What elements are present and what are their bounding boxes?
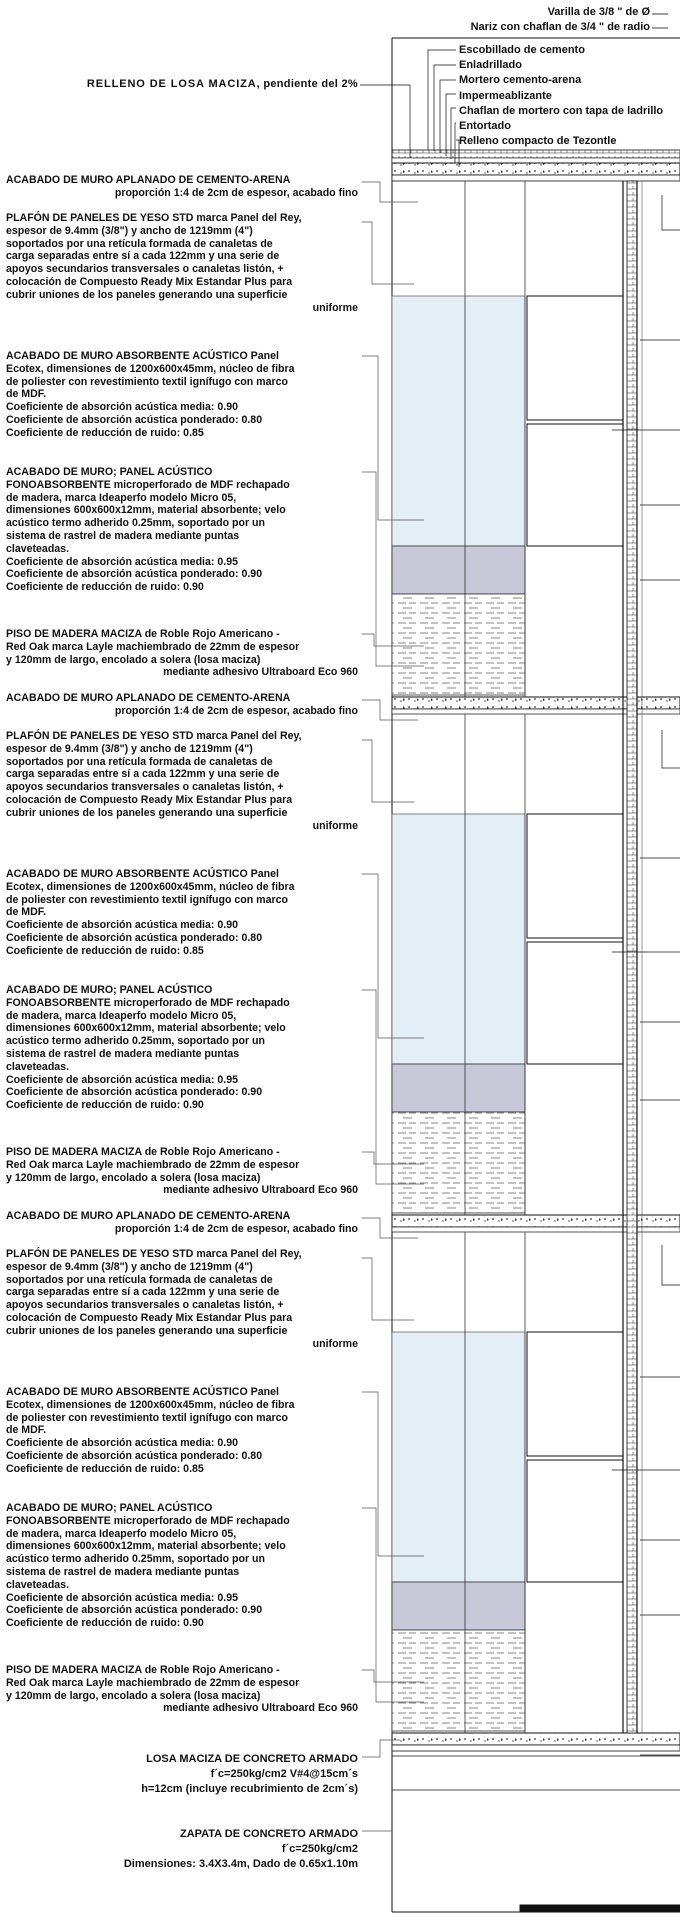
piso-last: mediante adhesivo Ultraboard Eco 960 [163,1702,358,1715]
panel-line: ACABADO DE MURO; PANEL ACÚSTICO [6,466,213,478]
panel-line: FONOABSORBENTE microperforado de MDF rechapado [6,1514,290,1527]
losa-block [60,1752,358,1797]
roof-layer-list [459,43,663,149]
panel-line: de madera, marca Ideaperfo modelo Micro 05, [6,1009,237,1022]
note-piso [6,628,358,679]
note-panel-acustico [6,1502,358,1630]
plafon-line: soportados por una retícula formada de canaletas de [6,237,273,250]
absorbente-line: Coeficiente de absorción acústica media: 0.90 [6,401,238,414]
note-plafon [6,1248,358,1350]
plafon-line: PLAFÓN DE PANELES DE YESO STD marca Panel del Rey, [6,212,302,224]
note-piso [6,1146,358,1197]
absorbente-line: Ecotex, dimensiones de 1200x600x45mm, núcleo de fibra [6,362,295,375]
foundation [392,1756,680,1912]
plafon-line: apoyos secundarios transversales o canaletas listón, + [6,781,284,794]
absorbente-line: de MDF. [6,906,47,919]
panel-line: claveteadas. [6,1578,70,1591]
panel-line: Coeficiente de absorción acústica ponderado: 0.90 [6,568,263,581]
panel-line: sistema de rastrel de madera mediante puntas [6,529,240,542]
plafon-line: cubrir uniones de los paneles generando una superficie [6,288,288,301]
absorbente-line: Coeficiente de absorción acústica media: 0.90 [6,1437,238,1450]
panel-line: de madera, marca Ideaperfo modelo Micro 05, [6,1527,237,1540]
absorbente-line: Coeficiente de absorción acústica ponderado: 0.80 [6,931,263,944]
panel-line: Coeficiente de absorción acústica ponderado: 0.90 [6,1604,263,1617]
absorbente-line: Coeficiente de reducción de ruido: 0.85 [6,1462,204,1475]
absorbente-line: de poliester con revestimiento textil ignífugo con marco [6,375,288,388]
plafon-line: soportados por una retícula formada de canaletas de [6,1273,273,1286]
piso-line: Red Oak marca Layle machiembrado de 22mm de espesor [6,1158,300,1171]
panel-line: FONOABSORBENTE microperforado de MDF rechapado [6,996,290,1009]
exterior-wall [623,181,642,1733]
absorbente-line: Coeficiente de reducción de ruido: 0.85 [6,426,204,439]
absorbente-line: Coeficiente de absorción acústica media: 0.90 [6,919,238,932]
plafon-line: carga separadas entre sí a cada 122mm y una serie de [6,1286,280,1299]
storey-1 [392,181,623,697]
panel-line: Coeficiente de absorción acústica media: 0.95 [6,1073,238,1086]
losa-line3: h=12cm (incluye recubrimiento de 2cm´s) [141,1783,358,1795]
piso-line: Red Oak marca Layle machiembrado de 22mm de espesor [6,640,300,653]
piso-line: PISO DE MADERA MACIZA de Roble Rojo Americano - [6,628,280,640]
absorbente-line: ACABADO DE MURO ABSORBENTE ACÚSTICO Panel [6,868,279,880]
panel-line: claveteadas. [6,542,70,555]
note-plafon [6,730,358,832]
roof-layer-label: Entortado [459,120,511,133]
plafon-line: colocación de Compuesto Ready Mix Estandar Plus para [6,275,293,288]
zapata-line3: Dimensiones: 3.4X3.4m, Dado de 0.65x1.10m [123,1858,358,1870]
panel-line: Coeficiente de absorción acústica media: 0.95 [6,555,238,568]
absorbente-line: ACABADO DE MURO ABSORBENTE ACÚSTICO Panel [6,350,279,362]
plafon-line: colocación de Compuesto Ready Mix Estandar Plus para [6,793,293,806]
label-nariz: Nariz con chaflan de 3/4 " de radio [470,21,650,33]
piso-line: y 120mm de largo, encolado a solera (losa maciza) [6,1689,261,1702]
note-absorbente [6,868,358,958]
panel-line: Coeficiente de absorción acústica media: 0.95 [6,1591,238,1604]
note-plafon [6,212,358,314]
piso-line: y 120mm de largo, encolado a solera (losa maciza) [6,653,261,666]
leader-line [362,222,414,284]
plafon-line: PLAFÓN DE PANELES DE YESO STD marca Panel del Rey, [6,1248,302,1260]
note-absorbente [6,1386,358,1476]
absorbente-line: ACABADO DE MURO ABSORBENTE ACÚSTICO Panel [6,1386,279,1398]
panel-line: FONOABSORBENTE microperforado de MDF rechapado [6,478,290,491]
panel-line: sistema de rastrel de madera mediante puntas [6,1565,240,1578]
aplanado-line2: proporción 1:4 de 2cm de espesor, acabado fino [114,1222,358,1235]
zapata-block [60,1827,358,1872]
ground-slab [392,1733,680,1751]
note-piso [6,1664,358,1715]
label-relleno [6,78,358,92]
absorbente-line: Coeficiente de absorción acústica ponderado: 0.80 [6,413,263,426]
panel-line: sistema de rastrel de madera mediante puntas [6,1047,240,1060]
panel-line: claveteadas. [6,1060,70,1073]
plafon-line: apoyos secundarios transversales o canaletas listón, + [6,263,284,276]
absorbente-line: Coeficiente de reducción de ruido: 0.85 [6,944,204,957]
label-varilla: Varilla de 3/8 " de Ø [547,6,650,18]
roof-layer-label: Mortero cemento-arena [459,74,582,87]
roof-layer-label: Relleno compacto de Tezontle [459,135,617,148]
relleno-rest: , pendiente del 2% [256,78,358,90]
plafon-line: carga separadas entre sí a cada 122mm y una serie de [6,768,280,781]
piso-line: Red Oak marca Layle machiembrado de 22mm de espesor [6,1676,300,1689]
panel-line: Coeficiente de reducción de ruido: 0.90 [6,581,204,594]
roof-layer-label: Escobillado de cemento [459,44,585,56]
panel-line: ACABADO DE MURO; PANEL ACÚSTICO [6,984,213,996]
piso-line: PISO DE MADERA MACIZA de Roble Rojo Americano - [6,1146,280,1158]
roof-layer-label: Impermeablizante [459,89,552,102]
panel-line: acústico termo adherido 0.25mm, soportado por un [6,517,266,530]
piso-line: PISO DE MADERA MACIZA de Roble Rojo Americano - [6,1664,280,1676]
roof-layer-label: Enladrillado [459,59,522,72]
absorbente-line: Coeficiente de absorción acústica ponderado: 0.80 [6,1449,263,1462]
storey-3 [392,1232,623,1733]
plafon-line: cubrir uniones de los paneles generando una superficie [6,806,288,819]
note-aplanado [6,692,358,718]
note-panel-acustico [6,466,358,594]
absorbente-line: de MDF. [6,1424,47,1437]
note-absorbente [6,350,358,440]
plafon-line: soportados por una retícula formada de canaletas de [6,755,273,768]
absorbente-line: de MDF. [6,388,47,401]
note-aplanado [6,174,358,200]
leader-line [362,1258,414,1320]
storey-2 [392,714,623,1215]
plafon-line: cubrir uniones de los paneles generando una superficie [6,1324,288,1337]
note-panel-acustico [6,984,358,1112]
top-leaders [652,14,668,28]
panel-line: de madera, marca Ideaperfo modelo Micro 05, [6,491,237,504]
panel-line: dimensiones 600x600x12mm, material absorbente; velo [6,504,286,517]
aplanado-title: ACABADO DE MURO APLANADO DE CEMENTO-ARENA [6,692,291,704]
plafon-line: espesor de 9.4mm (3/8") y ancho de 1219mm (4") [6,1260,253,1273]
plafon-last: uniforme [312,1337,358,1350]
plafon-line: espesor de 9.4mm (3/8") y ancho de 1219mm (4") [6,224,253,237]
relleno-bold: RELLENO DE LOSA MACIZA [86,78,257,90]
panel-line: acústico termo adherido 0.25mm, soportado por un [6,1035,266,1048]
absorbente-line: de poliester con revestimiento textil ignífugo con marco [6,1411,288,1424]
losa-title: LOSA MACIZA DE CONCRETO ARMADO [146,1753,358,1765]
piso-last: mediante adhesivo Ultraboard Eco 960 [163,666,358,679]
plafon-last: uniforme [312,301,358,314]
piso-last: mediante adhesivo Ultraboard Eco 960 [163,1184,358,1197]
aplanado-line2: proporción 1:4 de 2cm de espesor, acabado fino [114,704,358,717]
panel-line: dimensiones 600x600x12mm, material absorbente; velo [6,1540,286,1553]
leader-line [362,740,414,802]
zapata-title: ZAPATA DE CONCRETO ARMADO [179,1828,358,1840]
plafon-last: uniforme [312,819,358,832]
panel-line: ACABADO DE MURO; PANEL ACÚSTICO [6,1502,213,1514]
roof-slab [392,150,680,181]
losa-line2: f´c=250kg/cm2 V#4@15cm´s [210,1768,358,1780]
plafon-line: espesor de 9.4mm (3/8") y ancho de 1219mm (4") [6,742,253,755]
panel-line: Coeficiente de absorción acústica ponderado: 0.90 [6,1086,263,1099]
roof-layer-label: Chaflan de mortero con tapa de ladrillo [459,104,664,117]
roof-leaders [360,50,459,167]
plafon-line: colocación de Compuesto Ready Mix Estandar Plus para [6,1311,293,1324]
aplanado-title: ACABADO DE MURO APLANADO DE CEMENTO-ARENA [6,1210,291,1222]
plafon-line: carga separadas entre sí a cada 122mm y una serie de [6,250,280,263]
piso-line: y 120mm de largo, encolado a solera (losa maciza) [6,1171,261,1184]
panel-line: acústico termo adherido 0.25mm, soportado por un [6,1553,266,1566]
zapata-line2: f´c=250kg/cm2 [281,1843,358,1855]
panel-line: Coeficiente de reducción de ruido: 0.90 [6,1617,204,1630]
panel-line: dimensiones 600x600x12mm, material absorbente; velo [6,1022,286,1035]
panel-line: Coeficiente de reducción de ruido: 0.90 [6,1099,204,1112]
absorbente-line: Ecotex, dimensiones de 1200x600x45mm, núcleo de fibra [6,1398,295,1411]
plafon-line: apoyos secundarios transversales o canaletas listón, + [6,1299,284,1312]
note-aplanado [6,1210,358,1236]
absorbente-line: de poliester con revestimiento textil ignífugo con marco [6,893,288,906]
aplanado-line2: proporción 1:4 de 2cm de espesor, acabado fino [114,186,358,199]
absorbente-line: Ecotex, dimensiones de 1200x600x45mm, núcleo de fibra [6,880,295,893]
aplanado-title: ACABADO DE MURO APLANADO DE CEMENTO-ARENA [6,174,291,186]
plafon-line: PLAFÓN DE PANELES DE YESO STD marca Panel del Rey, [6,730,302,742]
leader-line [362,182,418,202]
